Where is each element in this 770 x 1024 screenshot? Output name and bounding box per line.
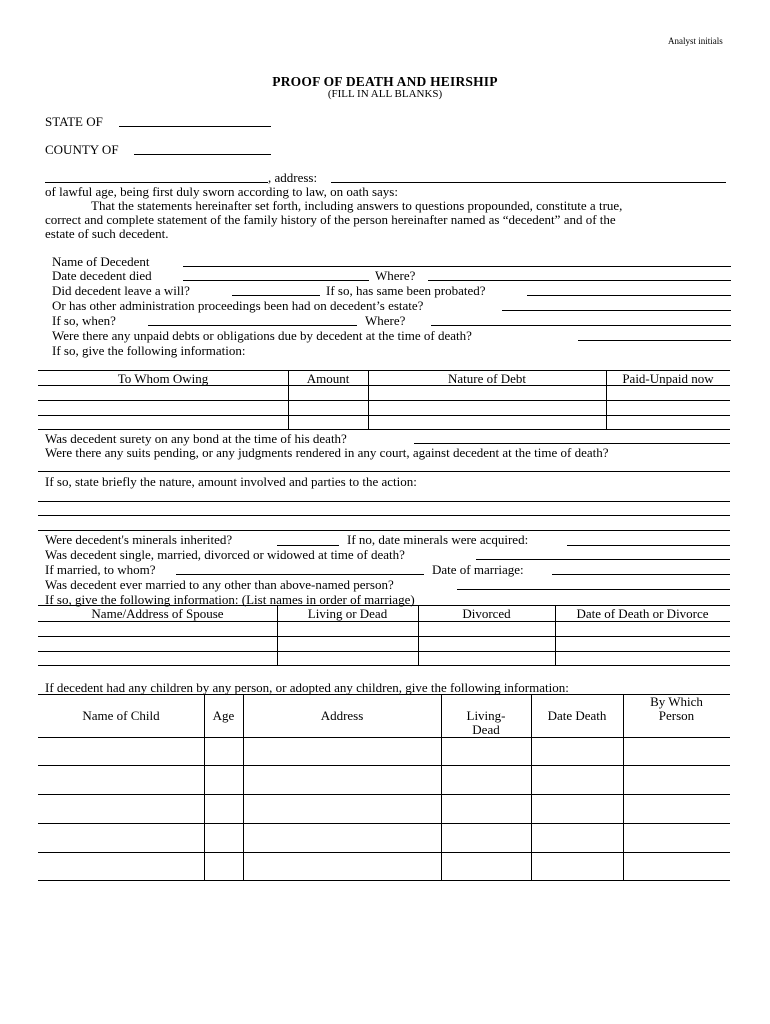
debts-field[interactable] bbox=[578, 340, 731, 341]
debts-col-whom: To Whom Owing bbox=[117, 371, 209, 386]
debts-col-amount: Amount bbox=[306, 371, 350, 386]
county-of-field[interactable] bbox=[134, 154, 271, 155]
children-col-address: Address bbox=[320, 708, 364, 723]
suits-detail-field-2[interactable] bbox=[38, 515, 730, 516]
married-to-label: If married, to whom? bbox=[45, 562, 156, 577]
children-col-by-which: By Which bbox=[650, 694, 703, 709]
where-admin-field[interactable] bbox=[431, 325, 731, 326]
children-col-name: Name of Child bbox=[82, 708, 160, 723]
when-field[interactable] bbox=[148, 325, 357, 326]
affiant-name-field[interactable] bbox=[45, 182, 268, 183]
minerals-acquired-field[interactable] bbox=[567, 545, 730, 546]
state-of-field[interactable] bbox=[119, 126, 271, 127]
other-admin-field[interactable] bbox=[502, 310, 731, 311]
will-field[interactable] bbox=[232, 295, 320, 296]
list-names-label: If so, give the following information: (List names in order of marriage) bbox=[45, 592, 415, 607]
form-title: PROOF OF DEATH AND HEIRSHIP bbox=[272, 74, 498, 89]
marital-status-label: Was decedent single, married, divorced or widowed at time of death? bbox=[45, 547, 405, 562]
name-of-decedent-label: Name of Decedent bbox=[52, 254, 150, 269]
date-marriage-label: Date of marriage: bbox=[432, 562, 524, 577]
spouse-col-living: Living or Dead bbox=[307, 606, 388, 621]
will-label: Did decedent leave a will? bbox=[52, 283, 190, 298]
county-of-label: COUNTY OF bbox=[45, 142, 119, 157]
surety-label: Was decedent surety on any bond at the time of his death? bbox=[45, 431, 347, 446]
statement-text-1: That the statements hereinafter set forth, including answers to questions propounded, constitute a true, bbox=[91, 198, 623, 213]
where-died-field[interactable] bbox=[428, 280, 731, 281]
spouse-col-name: Name/Address of Spouse bbox=[91, 606, 224, 621]
suits-field[interactable] bbox=[38, 471, 730, 472]
give-info-label: If so, give the following information: bbox=[52, 343, 246, 358]
minerals-acquired-label: If no, date minerals were acquired: bbox=[347, 532, 529, 547]
address-label: , address: bbox=[268, 170, 318, 185]
spouse-col-divorced: Divorced bbox=[462, 606, 511, 621]
date-died-field[interactable] bbox=[183, 280, 369, 281]
suits-detail-field-3[interactable] bbox=[38, 530, 730, 531]
children-col-living: Living- bbox=[466, 708, 506, 723]
marital-status-field[interactable] bbox=[476, 559, 730, 560]
affiant-address-field[interactable] bbox=[331, 182, 726, 183]
suits-detail-field-1[interactable] bbox=[38, 501, 730, 502]
form-subtitle: (FILL IN ALL BLANKS) bbox=[327, 88, 443, 100]
oath-text: of lawful age, being first duly sworn according to law, on oath says: bbox=[45, 184, 398, 199]
other-marriage-label: Was decedent ever married to any other than above-named person? bbox=[45, 577, 394, 592]
state-of-label: STATE OF bbox=[45, 114, 103, 129]
other-marriage-field[interactable] bbox=[457, 589, 730, 590]
statement-text-3: estate of such decedent. bbox=[45, 226, 169, 241]
children-col-date-death: Date Death bbox=[547, 708, 607, 723]
when-label: If so, when? bbox=[52, 313, 116, 328]
children-intro-label: If decedent had any children by any person, or adopted any children, give the following information: bbox=[45, 680, 569, 695]
where-admin-label: Where? bbox=[365, 313, 406, 328]
minerals-inherited-label: Were decedent's minerals inherited? bbox=[45, 532, 233, 547]
children-col-age: Age bbox=[212, 708, 235, 723]
debts-col-paid: Paid-Unpaid now bbox=[622, 371, 714, 386]
statement-text-2: correct and complete statement of the family history of the person hereinafter named as “decedent” and of the bbox=[45, 212, 616, 227]
probated-field[interactable] bbox=[527, 295, 731, 296]
where-died-label: Where? bbox=[375, 268, 416, 283]
minerals-inherited-field[interactable] bbox=[277, 545, 339, 546]
date-died-label: Date decedent died bbox=[52, 268, 152, 283]
debts-label: Were there any unpaid debts or obligations due by decedent at the time of death? bbox=[52, 328, 472, 343]
name-of-decedent-field[interactable] bbox=[183, 266, 731, 267]
analyst-initials-label: Analyst initials bbox=[668, 36, 723, 46]
suits-detail-label: If so, state briefly the nature, amount involved and parties to the action: bbox=[45, 474, 417, 489]
children-col-dead: Dead bbox=[472, 722, 500, 737]
date-marriage-field[interactable] bbox=[552, 574, 730, 575]
other-admin-label: Or has other administration proceedings been had on decedent’s estate? bbox=[52, 298, 424, 313]
probated-label: If so, has same been probated? bbox=[326, 283, 486, 298]
surety-field[interactable] bbox=[414, 443, 730, 444]
debts-col-nature: Nature of Debt bbox=[448, 371, 526, 386]
suits-label: Were there any suits pending, or any judgments rendered in any court, against decedent at the time of death? bbox=[45, 445, 609, 460]
married-to-field[interactable] bbox=[176, 574, 424, 575]
children-col-person: Person bbox=[658, 708, 695, 723]
spouse-col-date: Date of Death or Divorce bbox=[576, 606, 709, 621]
